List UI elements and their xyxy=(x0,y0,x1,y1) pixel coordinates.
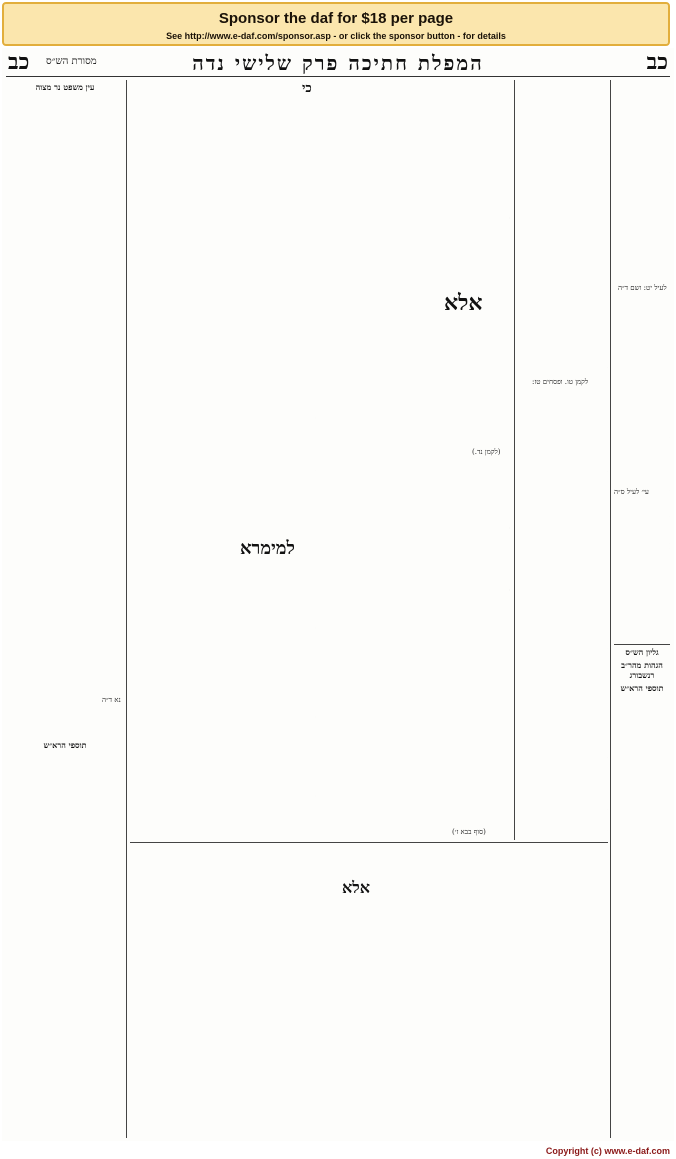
right-margin-lines xyxy=(614,80,670,640)
sponsor-title[interactable]: Sponsor the daf for $18 per page xyxy=(218,10,454,27)
gilyon-label: גליון הש״ס xyxy=(625,647,659,657)
lower-rule xyxy=(130,842,608,843)
hagahot-label: הגהות מהר״ב רנשבורג xyxy=(621,660,663,680)
text-line xyxy=(606,471,608,477)
gilyon-hashas-box xyxy=(614,644,670,1139)
left-outer-column xyxy=(6,80,124,1138)
text-line xyxy=(668,548,670,554)
rashi-text xyxy=(130,80,316,870)
text-line xyxy=(668,436,670,442)
margin-note: (סוף בבא ז׳) xyxy=(452,828,486,836)
text-line xyxy=(606,809,608,815)
lower-commentary-text xyxy=(130,846,608,1138)
text-line xyxy=(123,731,124,737)
text-line xyxy=(669,968,670,974)
ein-mishpat-text xyxy=(6,95,124,1138)
margin-note: (לקמן נד.) xyxy=(472,448,501,456)
talmud-page xyxy=(2,48,674,1141)
text-line xyxy=(314,795,316,801)
margin-note: לעיל יט: ושם ד״ה xyxy=(618,284,667,292)
sponsor-banner[interactable] xyxy=(2,2,670,46)
gemara-text xyxy=(320,114,510,804)
text-line xyxy=(314,417,316,423)
text-line xyxy=(314,470,316,476)
tosafot-column xyxy=(518,80,608,840)
text-line xyxy=(668,516,670,522)
text-line xyxy=(508,528,510,539)
text-line xyxy=(123,762,124,768)
folio-number: כב xyxy=(646,49,668,75)
margin-note: עי׳ לעיל ס״ה xyxy=(614,488,649,496)
text-line xyxy=(607,931,608,937)
text-line xyxy=(509,218,510,229)
rashi-opening-word: כי xyxy=(302,81,312,96)
gemara-lines xyxy=(320,114,510,804)
rosh-right-lines xyxy=(614,696,670,1136)
text-line xyxy=(668,542,670,548)
ein-mishpat-label: עין משפט נר מצוה xyxy=(35,82,95,92)
text-line xyxy=(123,684,124,690)
sponsor-subtitle[interactable]: See http://www.e-daf.com/sponsor.asp - or click the sponsor button - for details xyxy=(166,31,506,41)
page-header xyxy=(6,50,670,74)
right-margin-column xyxy=(614,80,670,640)
rosh-left-label: תוספי הרא״ש xyxy=(43,740,87,750)
text-line xyxy=(607,830,608,836)
text-line xyxy=(508,590,510,601)
text-line xyxy=(606,1099,608,1105)
text-line xyxy=(606,757,608,763)
text-line xyxy=(314,717,316,723)
gemara-second-word: למימרא xyxy=(240,538,295,559)
text-line xyxy=(607,154,608,160)
amud-number: כב xyxy=(8,49,30,75)
gemara-opening-word: אלא xyxy=(444,290,483,316)
margin-note: לקמן טו. ופסחים טז: xyxy=(532,378,589,386)
text-line xyxy=(315,627,316,633)
rosh-left-box xyxy=(6,738,124,752)
tosafot-text xyxy=(518,80,608,840)
lower-commentary-lines xyxy=(130,846,608,1138)
header-rule xyxy=(6,76,670,77)
text-line xyxy=(122,211,124,217)
tosafot-lines xyxy=(518,80,608,840)
column-divider xyxy=(126,80,127,1138)
text-line xyxy=(122,632,124,638)
column-divider-right xyxy=(514,80,515,840)
text-line xyxy=(668,489,670,495)
left-column-lines xyxy=(6,95,124,1135)
text-line xyxy=(607,648,608,654)
mesoret-hashas-label: מסורת הש״ס xyxy=(46,56,97,67)
copyright-notice: Copyright (c) www.e-daf.com xyxy=(545,1146,670,1156)
text-line xyxy=(606,367,608,373)
running-head: המפלת חתיכה פרק שלישי נדה xyxy=(192,51,484,75)
text-line xyxy=(123,367,124,373)
right-margin-text xyxy=(614,80,670,640)
text-line xyxy=(669,171,670,177)
gemara-column xyxy=(320,114,510,804)
column-divider-outer xyxy=(610,80,611,1138)
rashi-lines xyxy=(130,80,316,870)
rosh-right-label: תוספי הרא״ש xyxy=(620,683,664,693)
tosafot-opening-word: אלא xyxy=(342,878,371,897)
lower-commentary xyxy=(130,846,608,1138)
margin-note: נא ד״ה xyxy=(102,696,121,704)
rashi-column xyxy=(130,80,316,870)
rosh-right-text xyxy=(614,696,670,1139)
